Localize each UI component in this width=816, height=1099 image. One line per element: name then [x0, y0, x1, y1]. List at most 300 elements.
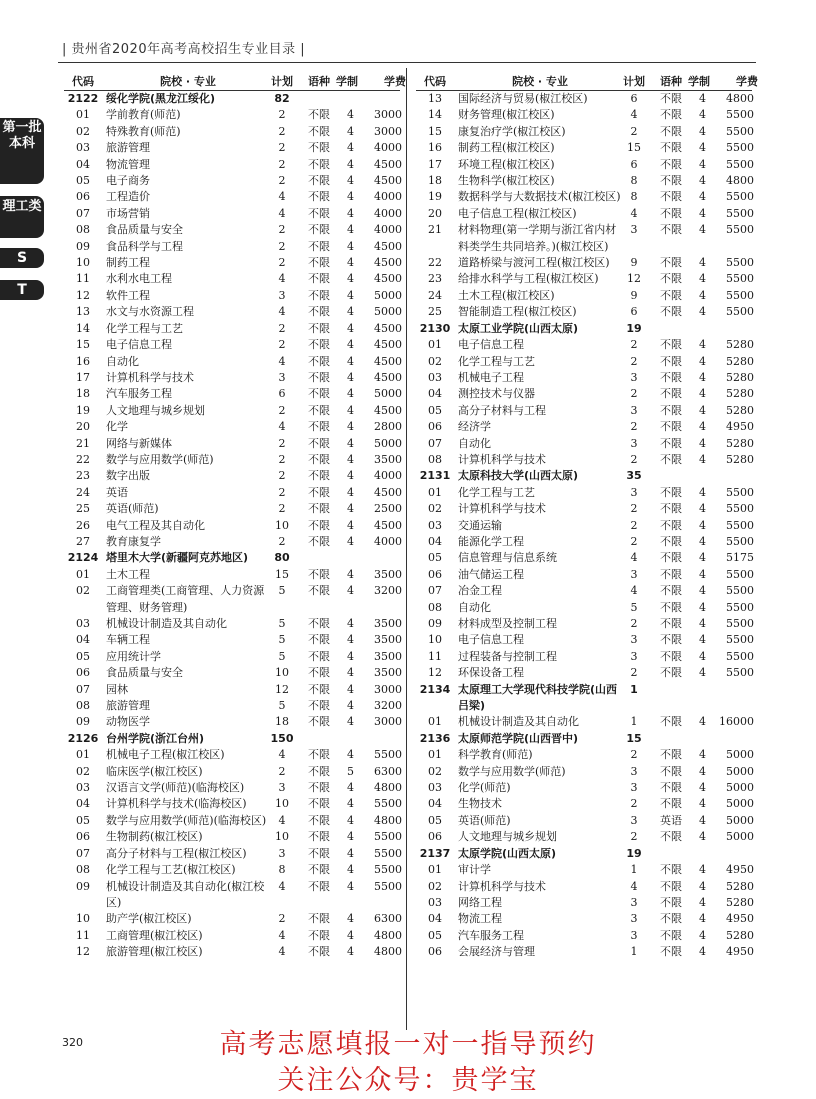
cell-lang: 不限 [308, 633, 330, 647]
cell-plan: 2 [278, 141, 286, 155]
cell-name: 食品质量与安全 [106, 223, 183, 237]
cell-plan: 2 [630, 830, 638, 844]
cell-name: 国际经济与贸易(椒江校区) [458, 92, 588, 105]
cell-lang: 不限 [308, 239, 330, 253]
cell-code: 05 [76, 649, 90, 663]
cell-name: 材料物理(第一学期与浙江省内材料类学生共同培养。)(椒江校区) [458, 223, 617, 253]
cell-code: 07 [428, 584, 442, 598]
major-row [64, 928, 400, 944]
cell-code: 2131 [419, 469, 451, 483]
cell-code: 14 [428, 108, 442, 122]
cell-plan: 4 [630, 879, 638, 893]
cell-code: 02 [76, 584, 90, 598]
page-number: 320 [62, 1036, 83, 1049]
cell-name: 塔里木大学(新疆阿克苏地区) [106, 551, 249, 565]
cell-name: 科学教育(师范) [458, 748, 533, 762]
cell-code: 09 [76, 715, 90, 729]
cell-fee: 5175 [726, 551, 754, 565]
side-tab-letter-s: S [0, 248, 44, 268]
cell-yrs: 4 [347, 797, 354, 811]
major-row [64, 665, 400, 681]
cell-yrs: 4 [347, 256, 354, 270]
cell-lang: 不限 [308, 518, 330, 532]
school-row [416, 731, 752, 747]
cell-yrs: 4 [347, 928, 354, 942]
cell-code: 06 [428, 567, 442, 581]
cell-name: 太原学院(山西太原) [458, 846, 557, 860]
major-row [64, 485, 400, 501]
major-row [64, 862, 400, 878]
cell-plan: 3 [630, 633, 638, 647]
major-row [64, 288, 400, 304]
cell-code: 10 [76, 256, 90, 270]
cell-yrs: 4 [347, 239, 354, 253]
cell-yrs: 4 [347, 518, 354, 532]
major-row [64, 370, 400, 386]
cell-fee: 5500 [726, 190, 754, 204]
cell-yrs: 4 [699, 666, 706, 680]
cell-yrs: 4 [699, 403, 706, 417]
cell-code: 04 [76, 157, 90, 171]
cell-name: 计算机科学与技术 [458, 502, 546, 516]
cell-plan: 3 [630, 928, 638, 942]
cell-name: 电子信息工程 [458, 338, 524, 352]
side-tab-batch: 第一批本科 [0, 118, 44, 184]
cell-plan: 35 [626, 469, 642, 483]
cell-lang: 不限 [660, 124, 682, 138]
cell-code: 08 [76, 863, 90, 877]
cell-code: 12 [76, 945, 90, 959]
cell-yrs: 4 [699, 124, 706, 138]
cell-lang: 不限 [660, 715, 682, 729]
cell-lang: 不限 [308, 174, 330, 188]
cell-fee: 5000 [726, 830, 754, 844]
cell-plan: 4 [278, 928, 286, 942]
cell-name: 特殊教育(师范) [106, 124, 181, 138]
cell-code: 23 [428, 272, 442, 286]
cell-yrs: 4 [347, 682, 354, 696]
cell-lang: 不限 [660, 649, 682, 663]
cell-name: 绥化学院(黑龙江绥化) [106, 92, 216, 105]
cell-code: 2126 [67, 731, 99, 745]
cell-yrs: 4 [699, 256, 706, 270]
cell-yrs: 4 [699, 305, 706, 319]
cell-plan: 2 [278, 534, 286, 548]
cell-fee: 4800 [374, 945, 402, 959]
cell-yrs: 4 [347, 157, 354, 171]
cell-yrs: 4 [699, 863, 706, 877]
cell-yrs: 4 [699, 617, 706, 630]
cell-fee: 4500 [374, 239, 402, 253]
cell-fee: 5000 [726, 764, 754, 778]
cell-lang: 不限 [660, 617, 682, 630]
cell-yrs: 4 [699, 748, 706, 762]
cell-fee: 2800 [374, 420, 402, 434]
cell-lang: 不限 [660, 863, 682, 877]
cell-fee: 5500 [374, 879, 402, 893]
cell-code: 05 [428, 928, 442, 942]
cell-plan: 2 [630, 452, 638, 466]
cell-code: 25 [428, 305, 442, 319]
cell-lang: 不限 [660, 387, 682, 401]
cell-code: 03 [428, 895, 442, 909]
cell-code: 02 [428, 354, 442, 368]
cell-code: 04 [428, 387, 442, 401]
cell-name: 机械设计制造及其自动化 [458, 715, 579, 729]
cell-lang: 不限 [308, 288, 330, 302]
cell-fee: 4000 [374, 141, 402, 155]
cell-name: 助产学(椒江校区) [106, 912, 192, 926]
cell-yrs: 4 [347, 846, 354, 860]
cell-yrs: 4 [699, 551, 706, 565]
cell-yrs: 4 [347, 338, 354, 352]
cell-code: 15 [428, 124, 442, 138]
cell-code: 15 [76, 338, 90, 352]
cell-plan: 1 [630, 682, 638, 696]
cell-code: 07 [428, 436, 442, 450]
cell-code: 01 [428, 338, 442, 352]
cell-fee: 3500 [374, 666, 402, 680]
cell-fee: 5500 [726, 518, 754, 532]
cell-yrs: 4 [699, 141, 706, 155]
cell-lang: 不限 [660, 928, 682, 942]
major-row [416, 550, 752, 566]
cell-code: 2137 [419, 846, 451, 860]
cell-code: 14 [76, 321, 90, 335]
cell-name: 人文地理与城乡规划 [458, 830, 557, 844]
cell-fee: 5500 [726, 256, 754, 270]
cell-plan: 18 [275, 715, 289, 729]
cell-code: 06 [428, 945, 442, 959]
major-row [416, 534, 752, 550]
major-row [416, 632, 752, 648]
cell-yrs: 4 [347, 879, 354, 893]
cell-plan: 4 [278, 748, 286, 762]
cell-yrs: 4 [347, 420, 354, 434]
cell-lang: 不限 [660, 551, 682, 565]
major-row [416, 879, 752, 895]
cell-yrs: 4 [347, 666, 354, 680]
cell-yrs: 4 [347, 534, 354, 548]
cell-lang: 不限 [308, 223, 330, 237]
cell-fee: 4800 [726, 174, 754, 188]
cell-yrs: 4 [347, 174, 354, 188]
major-row [416, 649, 752, 665]
cell-plan: 6 [278, 387, 286, 401]
cell-fee: 5280 [726, 387, 754, 401]
cell-fee: 5280 [726, 436, 754, 450]
cell-name: 化学工程与工艺 [106, 321, 183, 335]
cell-code: 17 [76, 370, 90, 384]
cell-fee: 4500 [374, 403, 402, 417]
header-name: 院校 · 专业 [160, 75, 216, 88]
header-rule [58, 62, 756, 63]
major-row [64, 714, 400, 730]
major-row [416, 436, 752, 452]
cell-yrs: 4 [699, 567, 706, 581]
cell-name: 环境工程(椒江校区) [458, 157, 555, 171]
cell-plan: 19 [626, 846, 642, 860]
cell-code: 05 [76, 813, 90, 827]
cell-plan: 5 [278, 617, 286, 630]
cell-name: 网络与新媒体 [106, 436, 172, 450]
cell-yrs: 4 [347, 912, 354, 926]
cell-code: 24 [76, 485, 90, 499]
cell-code: 08 [76, 699, 90, 713]
cell-lang: 不限 [660, 108, 682, 122]
cell-lang: 不限 [660, 206, 682, 220]
cell-name: 市场营销 [106, 206, 150, 220]
cell-name: 数据科学与大数据技术(椒江校区) [458, 190, 621, 204]
cell-name: 能源化学工程 [458, 534, 524, 548]
cell-plan: 15 [275, 567, 289, 581]
cell-plan: 2 [630, 797, 638, 811]
cell-fee: 5500 [726, 534, 754, 548]
header-yrs: 学制 [336, 75, 358, 88]
cell-lang: 不限 [660, 502, 682, 516]
cell-code: 06 [76, 190, 90, 204]
school-row [416, 468, 752, 484]
cell-name: 油气储运工程 [458, 567, 524, 581]
cell-yrs: 4 [699, 764, 706, 778]
major-row [64, 157, 400, 173]
major-row [64, 189, 400, 205]
cell-fee: 5280 [726, 403, 754, 417]
cell-plan: 3 [278, 781, 286, 795]
cell-name: 工商管理类(工商管理、人力资源管理、财务管理) [106, 584, 265, 614]
major-row [64, 567, 400, 583]
major-row [416, 747, 752, 763]
cell-lang: 不限 [660, 879, 682, 893]
major-row [416, 206, 752, 222]
major-row [416, 452, 752, 468]
cell-name: 太原师范学院(山西晋中) [458, 731, 579, 745]
cell-code: 02 [76, 764, 90, 778]
cell-plan: 15 [627, 141, 641, 155]
cell-code: 21 [428, 223, 442, 237]
cell-yrs: 5 [347, 764, 354, 778]
cell-lang: 不限 [660, 420, 682, 434]
cell-name: 会展经济与管理 [458, 945, 535, 959]
cell-name: 高分子材料与工程 [458, 403, 546, 417]
cell-lang: 不限 [308, 190, 330, 204]
cell-fee: 4500 [374, 518, 402, 532]
cell-plan: 9 [630, 256, 638, 270]
cell-name: 太原科技大学(山西太原) [458, 469, 579, 483]
cell-fee: 4500 [374, 338, 402, 352]
major-row [64, 107, 400, 123]
cell-plan: 2 [278, 223, 286, 237]
major-row [64, 518, 400, 534]
cell-fee: 5500 [374, 748, 402, 762]
major-row [416, 518, 752, 534]
cell-plan: 3 [630, 567, 638, 581]
cell-plan: 1 [630, 715, 638, 729]
cell-fee: 4800 [374, 781, 402, 795]
cell-fee: 5000 [374, 436, 402, 450]
cell-plan: 2 [630, 502, 638, 516]
cell-plan: 2 [278, 108, 286, 122]
cell-yrs: 4 [347, 781, 354, 795]
left-table-body [64, 91, 400, 961]
cell-code: 01 [428, 863, 442, 877]
cell-name: 化学 [106, 420, 128, 434]
cell-fee: 3500 [374, 633, 402, 647]
major-row [416, 567, 752, 583]
cell-lang: 不限 [308, 206, 330, 220]
cell-code: 18 [76, 387, 90, 401]
cell-code: 13 [76, 305, 90, 319]
cell-plan: 4 [630, 108, 638, 122]
cell-yrs: 4 [699, 879, 706, 893]
cell-fee: 4000 [374, 190, 402, 204]
cell-fee: 5500 [726, 633, 754, 647]
cell-plan: 3 [278, 370, 286, 384]
cell-lang: 不限 [308, 124, 330, 138]
cell-lang: 不限 [660, 370, 682, 384]
cell-name: 数学与应用数学(师范)(临海校区) [106, 813, 267, 827]
major-row [416, 600, 752, 616]
cell-lang: 不限 [308, 649, 330, 663]
cell-lang: 不限 [308, 666, 330, 680]
cell-yrs: 4 [347, 305, 354, 319]
cell-fee: 5500 [726, 272, 754, 286]
major-row [64, 879, 400, 912]
major-row [64, 337, 400, 353]
cell-plan: 3 [630, 223, 638, 237]
cell-fee: 5000 [726, 813, 754, 827]
cell-name: 机械设计制造及其自动化(椒江校区) [106, 879, 265, 909]
cell-plan: 3 [278, 288, 286, 302]
cell-code: 09 [76, 879, 90, 893]
cell-fee: 4000 [374, 469, 402, 483]
cell-lang: 不限 [660, 256, 682, 270]
cell-code: 08 [428, 452, 442, 466]
cell-yrs: 4 [347, 485, 354, 499]
cell-fee: 3000 [374, 682, 402, 696]
cell-code: 20 [428, 206, 442, 220]
cell-code: 08 [428, 600, 442, 614]
major-row [64, 354, 400, 370]
cell-yrs: 4 [699, 830, 706, 844]
cell-name: 化学工程与工艺(椒江校区) [106, 863, 236, 877]
cell-yrs: 4 [699, 354, 706, 368]
cell-plan: 3 [630, 813, 638, 827]
header-plan: 计划 [271, 75, 293, 88]
cell-lang: 不限 [308, 321, 330, 335]
cell-lang: 不限 [660, 272, 682, 286]
cell-fee: 3500 [374, 617, 402, 630]
cell-yrs: 4 [699, 518, 706, 532]
major-row [64, 747, 400, 763]
cell-code: 18 [428, 174, 442, 188]
major-row [416, 386, 752, 402]
cell-code: 02 [76, 124, 90, 138]
cell-fee: 4000 [374, 534, 402, 548]
cell-lang: 不限 [308, 912, 330, 926]
cell-name: 康复治疗学(椒江校区) [458, 124, 566, 138]
cell-plan: 15 [626, 731, 642, 745]
major-row [416, 583, 752, 599]
major-row [416, 911, 752, 927]
right-column [416, 68, 758, 961]
cell-fee: 3000 [374, 124, 402, 138]
major-row [64, 436, 400, 452]
cell-name: 计算机科学与技术 [458, 452, 546, 466]
cell-lang: 不限 [308, 108, 330, 122]
cell-code: 06 [76, 666, 90, 680]
cell-fee: 3000 [374, 715, 402, 729]
cell-code: 07 [76, 682, 90, 696]
cell-yrs: 4 [347, 715, 354, 729]
cell-lang: 不限 [660, 764, 682, 778]
major-row [64, 534, 400, 550]
cell-fee: 5280 [726, 452, 754, 466]
cell-code: 09 [428, 617, 442, 630]
right-table-body [416, 91, 752, 961]
cell-fee: 5500 [726, 288, 754, 302]
school-row [416, 321, 752, 337]
cell-yrs: 4 [699, 502, 706, 516]
column-divider [406, 68, 407, 1030]
cell-plan: 4 [630, 206, 638, 220]
cell-lang: 不限 [308, 945, 330, 959]
cell-yrs: 4 [699, 174, 706, 188]
cell-fee: 4500 [374, 370, 402, 384]
cell-lang: 不限 [308, 305, 330, 319]
cell-lang: 不限 [308, 387, 330, 401]
cell-code: 04 [428, 912, 442, 926]
cell-lang: 不限 [660, 141, 682, 155]
header-title: 贵州省2020年高考高校招生专业目录 [71, 42, 296, 57]
cell-lang: 不限 [308, 485, 330, 499]
cell-fee: 5500 [374, 846, 402, 860]
cell-name: 冶金工程 [458, 584, 502, 598]
cell-yrs: 4 [699, 600, 706, 614]
cell-code: 12 [76, 288, 90, 302]
major-row [64, 698, 400, 714]
major-row [416, 813, 752, 829]
cell-code: 03 [428, 781, 442, 795]
cell-code: 02 [428, 764, 442, 778]
major-row [64, 911, 400, 927]
header-code: 代码 [72, 75, 94, 88]
cell-name: 土木工程 [106, 567, 150, 581]
cell-plan: 3 [278, 846, 286, 860]
cell-code: 21 [76, 436, 90, 450]
cell-fee: 5280 [726, 895, 754, 909]
cell-plan: 2 [278, 912, 286, 926]
cell-plan: 2 [630, 354, 638, 368]
cell-code: 13 [428, 92, 442, 105]
cell-fee: 4950 [726, 863, 754, 877]
cell-yrs: 4 [699, 534, 706, 548]
cell-lang: 不限 [308, 699, 330, 713]
cell-name: 环保设备工程 [458, 666, 524, 680]
major-row [416, 288, 752, 304]
major-row [64, 124, 400, 140]
cell-yrs: 4 [347, 124, 354, 138]
cell-fee: 5500 [726, 617, 754, 630]
left-column [64, 68, 406, 961]
cell-lang: 不限 [660, 534, 682, 548]
header-yrs: 学制 [688, 75, 710, 88]
cell-name: 计算机科学与技术 [106, 370, 194, 384]
cell-plan: 4 [278, 190, 286, 204]
cell-name: 生物技术 [458, 797, 502, 811]
major-row [64, 239, 400, 255]
cell-plan: 2 [278, 485, 286, 499]
